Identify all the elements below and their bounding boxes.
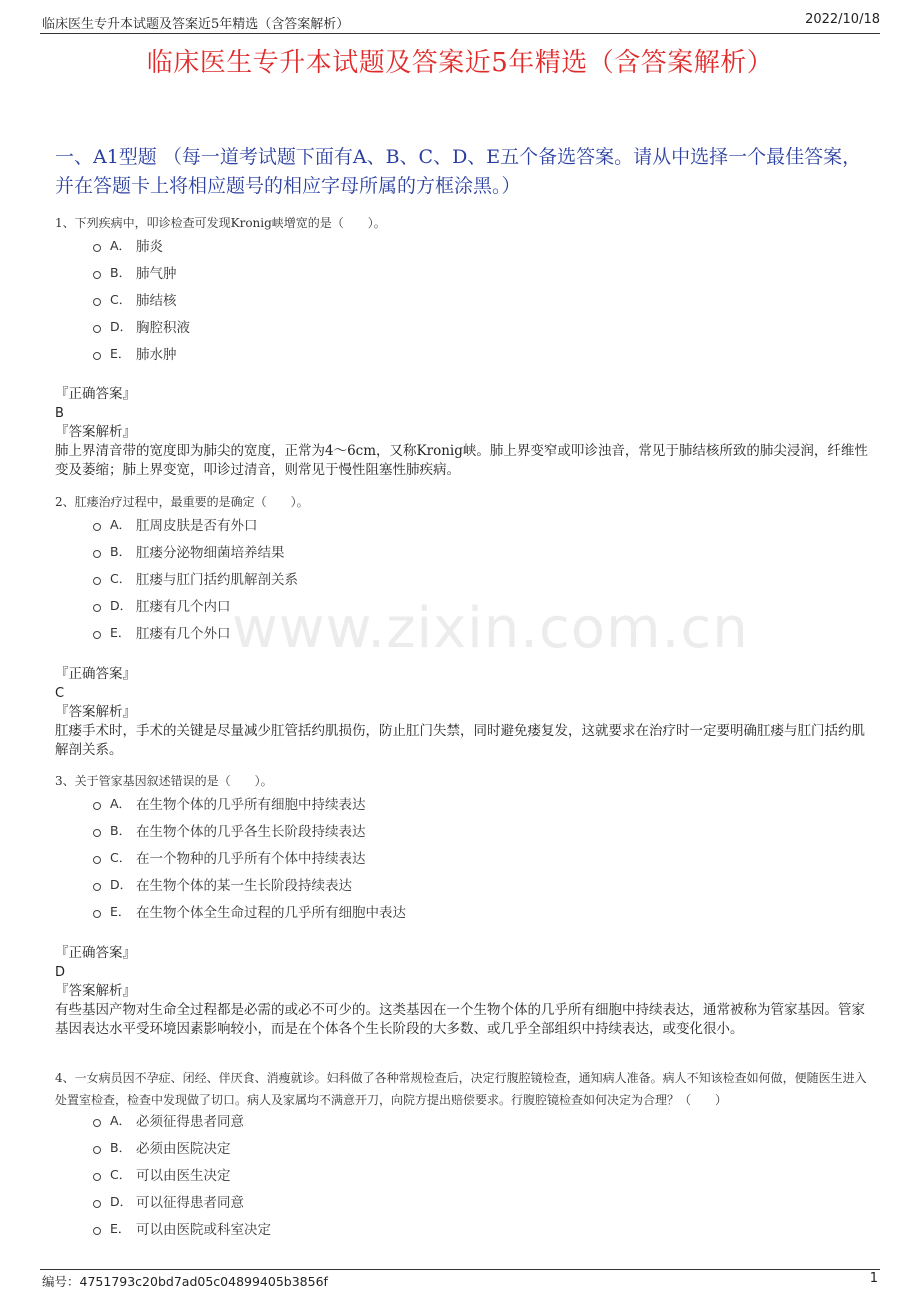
analysis-label: 『答案解析』 bbox=[55, 424, 136, 440]
answer-block bbox=[55, 944, 875, 1039]
footer-code bbox=[42, 1272, 328, 1290]
radio-icon[interactable] bbox=[93, 298, 101, 306]
option-text: 在生物个体的几乎所有细胞中持续表达 bbox=[136, 796, 366, 813]
analysis-label: 『答案解析』 bbox=[55, 983, 136, 999]
option-letter: E． bbox=[110, 1220, 131, 1236]
footer-divider bbox=[40, 1269, 880, 1270]
radio-icon[interactable] bbox=[93, 1173, 101, 1181]
section-heading: 一、A1型题 （每一道考试题下面有A、B、C、D、E五个备选答案。请从中选择一个最佳答案，并在答题卡上将相应题号的相应字母所属的方框涂黑。） bbox=[55, 146, 862, 197]
page-number: 1 bbox=[869, 1271, 878, 1286]
question-stem: 3、关于管家基因叙述错误的是（ ）。 bbox=[55, 774, 273, 788]
answer-block bbox=[55, 665, 875, 760]
option-text: 肺气肿 bbox=[136, 265, 177, 282]
option-list bbox=[93, 1106, 853, 1241]
option-item[interactable] bbox=[93, 870, 853, 897]
page-header-date: 2022/10/18 bbox=[805, 12, 880, 27]
footer-code-value: 4751793c20bd7ad05c04899405b3856f bbox=[79, 1274, 328, 1289]
analysis-text: 肺上界清音带的宽度即为肺尖的宽度，正常为4～6cm，又称Kronig峡。肺上界变窄或叩诊浊音，常见于肺结核所致的肺尖浸润，纤维性变及萎缩；肺上界变宽，叩诊过清音，则常见于慢性阻塞性肺疾病。 bbox=[55, 443, 868, 478]
radio-icon[interactable] bbox=[93, 577, 101, 585]
answer-value: D bbox=[55, 965, 66, 980]
option-text: 肺结核 bbox=[136, 292, 177, 309]
option-text: 肛瘘有几个内口 bbox=[136, 598, 231, 615]
option-text: 肛瘘与肛门括约肌解剖关系 bbox=[136, 571, 298, 588]
option-item[interactable] bbox=[93, 897, 853, 924]
radio-icon[interactable] bbox=[93, 1200, 101, 1208]
option-text: 在一个物种的几乎所有个体中持续表达 bbox=[136, 850, 366, 867]
option-letter: A． bbox=[110, 516, 132, 532]
option-item[interactable] bbox=[93, 258, 853, 285]
option-text: 在生物个体的某一生长阶段持续表达 bbox=[136, 877, 352, 894]
radio-icon[interactable] bbox=[93, 1227, 101, 1235]
option-letter: D． bbox=[110, 597, 133, 613]
option-letter: B． bbox=[110, 543, 132, 559]
option-letter: D． bbox=[110, 876, 133, 892]
radio-icon[interactable] bbox=[93, 856, 101, 864]
radio-icon[interactable] bbox=[93, 604, 101, 612]
option-letter: C． bbox=[110, 570, 132, 586]
option-text: 肛周皮肤是否有外口 bbox=[136, 517, 258, 534]
option-letter: D． bbox=[110, 1193, 133, 1209]
option-item[interactable] bbox=[93, 564, 853, 591]
radio-icon[interactable] bbox=[93, 352, 101, 360]
option-item[interactable] bbox=[93, 816, 853, 843]
radio-icon[interactable] bbox=[93, 271, 101, 279]
analysis-text: 有些基因产物对生命全过程都是必需的或必不可少的。这类基因在一个生物个体的几乎所有细胞中持续表达，通常被称为管家基因。管家基因表达水平受环境因素影响较小，而是在个体各个生长阶段的大多数、或几乎全部组织中持续表达，或变化很小。 bbox=[55, 1002, 865, 1037]
question-stem: 1、下列疾病中，叩诊检查可发现Kronig峡增宽的是（ ）。 bbox=[55, 216, 386, 230]
radio-icon[interactable] bbox=[93, 325, 101, 333]
option-letter: C． bbox=[110, 1166, 132, 1182]
option-item[interactable] bbox=[93, 537, 853, 564]
radio-icon[interactable] bbox=[93, 910, 101, 918]
option-letter: A． bbox=[110, 795, 132, 811]
option-item[interactable] bbox=[93, 843, 853, 870]
question-stem: 2、肛瘘治疗过程中，最重要的是确定（ ）。 bbox=[55, 495, 309, 509]
option-letter: A． bbox=[110, 237, 132, 253]
option-item[interactable] bbox=[93, 1160, 853, 1187]
radio-icon[interactable] bbox=[93, 883, 101, 891]
option-letter: B． bbox=[110, 264, 132, 280]
answer-label: 『正确答案』 bbox=[55, 945, 136, 961]
page-header-text: 临床医生专升本试题及答案近5年精选（含答案解析） bbox=[42, 17, 350, 32]
radio-icon[interactable] bbox=[93, 631, 101, 639]
answer-value: C bbox=[55, 686, 65, 701]
answer-block bbox=[55, 385, 875, 480]
option-letter: E． bbox=[110, 345, 131, 361]
option-text: 在生物个体全生命过程的几乎所有细胞中表达 bbox=[136, 904, 406, 921]
option-item[interactable] bbox=[93, 1187, 853, 1214]
option-item[interactable] bbox=[93, 510, 853, 537]
option-letter: C． bbox=[110, 291, 132, 307]
option-item[interactable] bbox=[93, 1214, 853, 1241]
option-text: 可以由医生决定 bbox=[136, 1167, 231, 1184]
answer-label: 『正确答案』 bbox=[55, 386, 136, 402]
radio-icon[interactable] bbox=[93, 550, 101, 558]
option-text: 可以征得患者同意 bbox=[136, 1194, 244, 1211]
question-stem: 4、一女病员因不孕症、闭经、伴厌食、消瘦就诊。妇科做了各种常规检查后，决定行腹腔镜检查，通知病人准备。病人不知该检查如何做，便随医生进入处置室检查，检查中发现做了切口。病人及家属均不满意开刀，向院方提出赔偿要求。行腹腔镜检查如何决定为合理？（ ） bbox=[55, 1071, 867, 1107]
radio-icon[interactable] bbox=[93, 523, 101, 531]
radio-icon[interactable] bbox=[93, 1119, 101, 1127]
option-item[interactable] bbox=[93, 312, 853, 339]
answer-label: 『正确答案』 bbox=[55, 666, 136, 682]
header-divider bbox=[40, 33, 880, 34]
option-letter: C． bbox=[110, 849, 132, 865]
option-list bbox=[93, 231, 853, 366]
option-text: 肺水肿 bbox=[136, 346, 177, 363]
option-list bbox=[93, 789, 853, 924]
radio-icon[interactable] bbox=[93, 244, 101, 252]
analysis-text: 肛瘘手术时，手术的关键是尽量减少肛管括约肌损伤，防止肛门失禁，同时避免瘘复发，这就要求在治疗时一定要明确肛瘘与肛门括约肌解剖关系。 bbox=[55, 723, 865, 758]
option-item[interactable] bbox=[93, 789, 853, 816]
footer-code-label: 编号： bbox=[42, 1274, 80, 1289]
option-text: 在生物个体的几乎各生长阶段持续表达 bbox=[136, 823, 366, 840]
option-text: 必须征得患者同意 bbox=[136, 1113, 244, 1130]
option-letter: E． bbox=[110, 624, 131, 640]
radio-icon[interactable] bbox=[93, 802, 101, 810]
option-text: 可以由医院或科室决定 bbox=[136, 1221, 271, 1238]
option-letter: D． bbox=[110, 318, 133, 334]
analysis-label: 『答案解析』 bbox=[55, 704, 136, 720]
option-letter: B． bbox=[110, 1139, 132, 1155]
option-item[interactable] bbox=[93, 1106, 853, 1133]
option-text: 必须由医院决定 bbox=[136, 1140, 231, 1157]
watermark: www.zixin.com.cn bbox=[232, 596, 749, 661]
answer-value: B bbox=[55, 406, 64, 421]
radio-icon[interactable] bbox=[93, 829, 101, 837]
option-item[interactable] bbox=[93, 339, 853, 366]
option-item[interactable] bbox=[93, 285, 853, 312]
option-letter: A． bbox=[110, 1112, 132, 1128]
option-text: 肛瘘有几个外口 bbox=[136, 625, 231, 642]
option-text: 肛瘘分泌物细菌培养结果 bbox=[136, 544, 285, 561]
option-text: 胸腔积液 bbox=[136, 319, 190, 336]
radio-icon[interactable] bbox=[93, 1146, 101, 1154]
option-letter: E． bbox=[110, 903, 131, 919]
option-text: 肺炎 bbox=[136, 238, 163, 255]
option-item[interactable] bbox=[93, 1133, 853, 1160]
option-item[interactable] bbox=[93, 231, 853, 258]
option-letter: B． bbox=[110, 822, 132, 838]
document-title: 临床医生专升本试题及答案近5年精选（含答案解析） bbox=[146, 48, 774, 78]
